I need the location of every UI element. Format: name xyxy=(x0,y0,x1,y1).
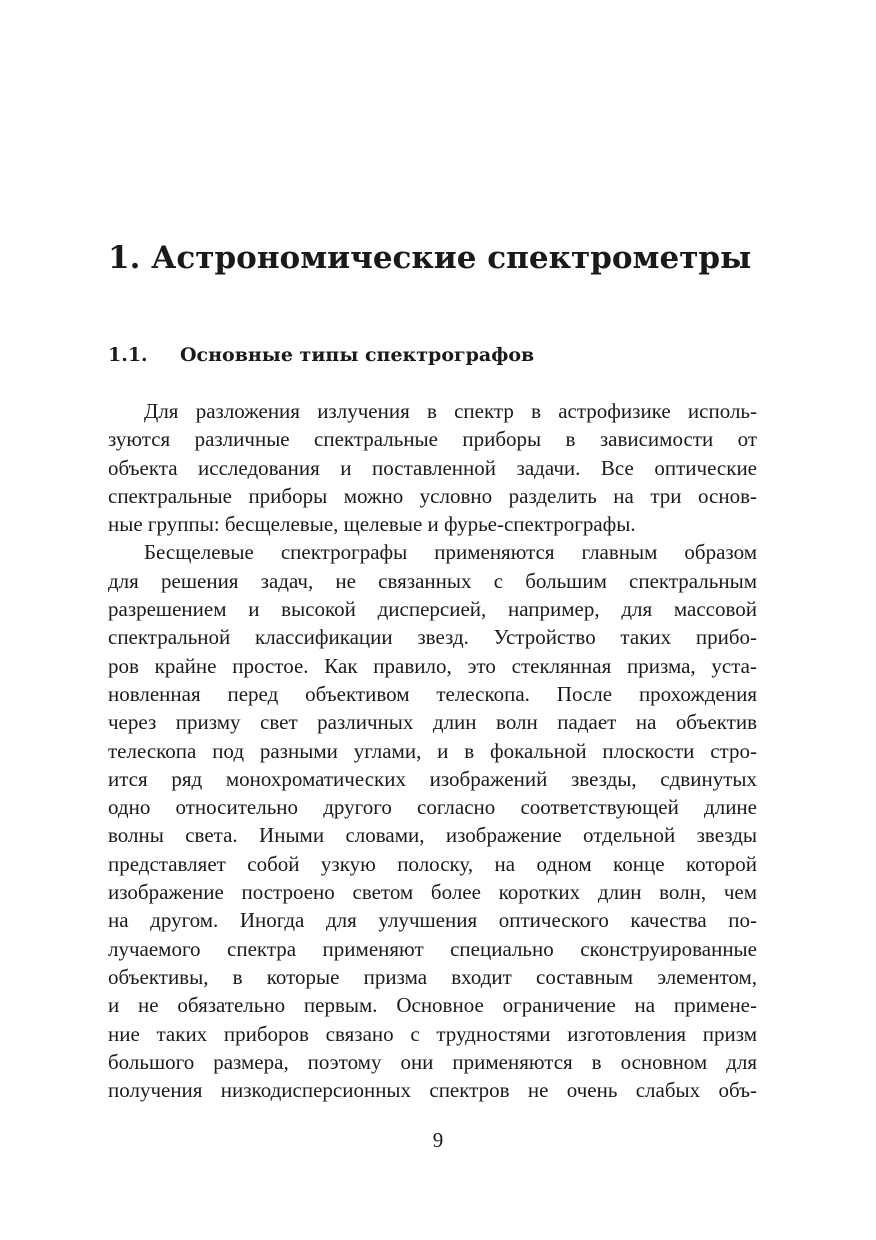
text-line: спектральные приборы можно условно разделить на три основ- xyxy=(108,483,757,508)
text-line: получения низкодисперсионных спектров не очень слабых объ- xyxy=(108,1078,757,1103)
text-line: для решения задач, не связанных с большим спектральным xyxy=(108,568,757,593)
text-line: Для разложения излучения в спектр в астрофизике исполь- xyxy=(144,399,757,423)
text-line: новленная перед объективом телескопа. После прохождения xyxy=(108,681,757,706)
text-line: одно относительно другого согласно соответствующей длине xyxy=(108,795,757,820)
text-line: ние таких приборов связано с трудностями изготовления призм xyxy=(108,1021,757,1046)
text-line: лучаемого спектра применяют специально сконструированные xyxy=(108,936,757,961)
text-line: через призму свет различных длин волн падает на объектив xyxy=(108,710,757,735)
chapter-title: 1. Астрономические спектрометры xyxy=(108,240,752,276)
text-line: объективы, в которые призма входит составным элементом, xyxy=(108,964,757,989)
section-heading xyxy=(108,344,534,366)
text-line: спектральной классификации звезд. Устройство таких прибо- xyxy=(108,625,757,650)
text-line: зуются различные спектральные приборы в зависимости от xyxy=(108,427,757,452)
text-line: волны света. Иными словами, изображение отдельной звезды xyxy=(108,823,757,848)
text-line: Бесщелевые спектрографы применяются главным образом xyxy=(144,540,757,565)
text-line: и не обязательно первым. Основное ограничение на примене- xyxy=(108,993,757,1018)
text-line: разрешением и высокой дисперсией, например, для массовой xyxy=(108,597,757,622)
text-line: ные группы: бесщелевые, щелевые и фурье-спектрографы. xyxy=(108,512,636,537)
body-text xyxy=(108,397,757,1104)
page-number: 9 xyxy=(432,1128,444,1152)
text-line: ится ряд монохроматических изображений звезды, сдвинутых xyxy=(108,766,757,791)
text-line: ров крайне простое. Как правило, это стеклянная призма, уста- xyxy=(108,653,757,678)
text-line: представляет собой узкую полоску, на одном конце которой xyxy=(108,851,757,876)
text-line: объекта исследования и поставленной задачи. Все оптические xyxy=(108,455,757,480)
text-line: на другом. Иногда для улучшения оптического качества по- xyxy=(108,908,757,933)
paragraph xyxy=(108,538,757,1104)
text-line: телескопа под разными углами, и в фокальной плоскости стро- xyxy=(108,738,757,763)
paragraph xyxy=(108,397,757,538)
text-line: большого размера, поэтому они применяются в основном для xyxy=(108,1049,757,1074)
text-line: изображение построено светом более коротких длин волн, чем xyxy=(108,880,757,905)
section-number: 1.1. xyxy=(108,344,148,366)
section-title: Основные типы спектрографов xyxy=(180,344,535,366)
